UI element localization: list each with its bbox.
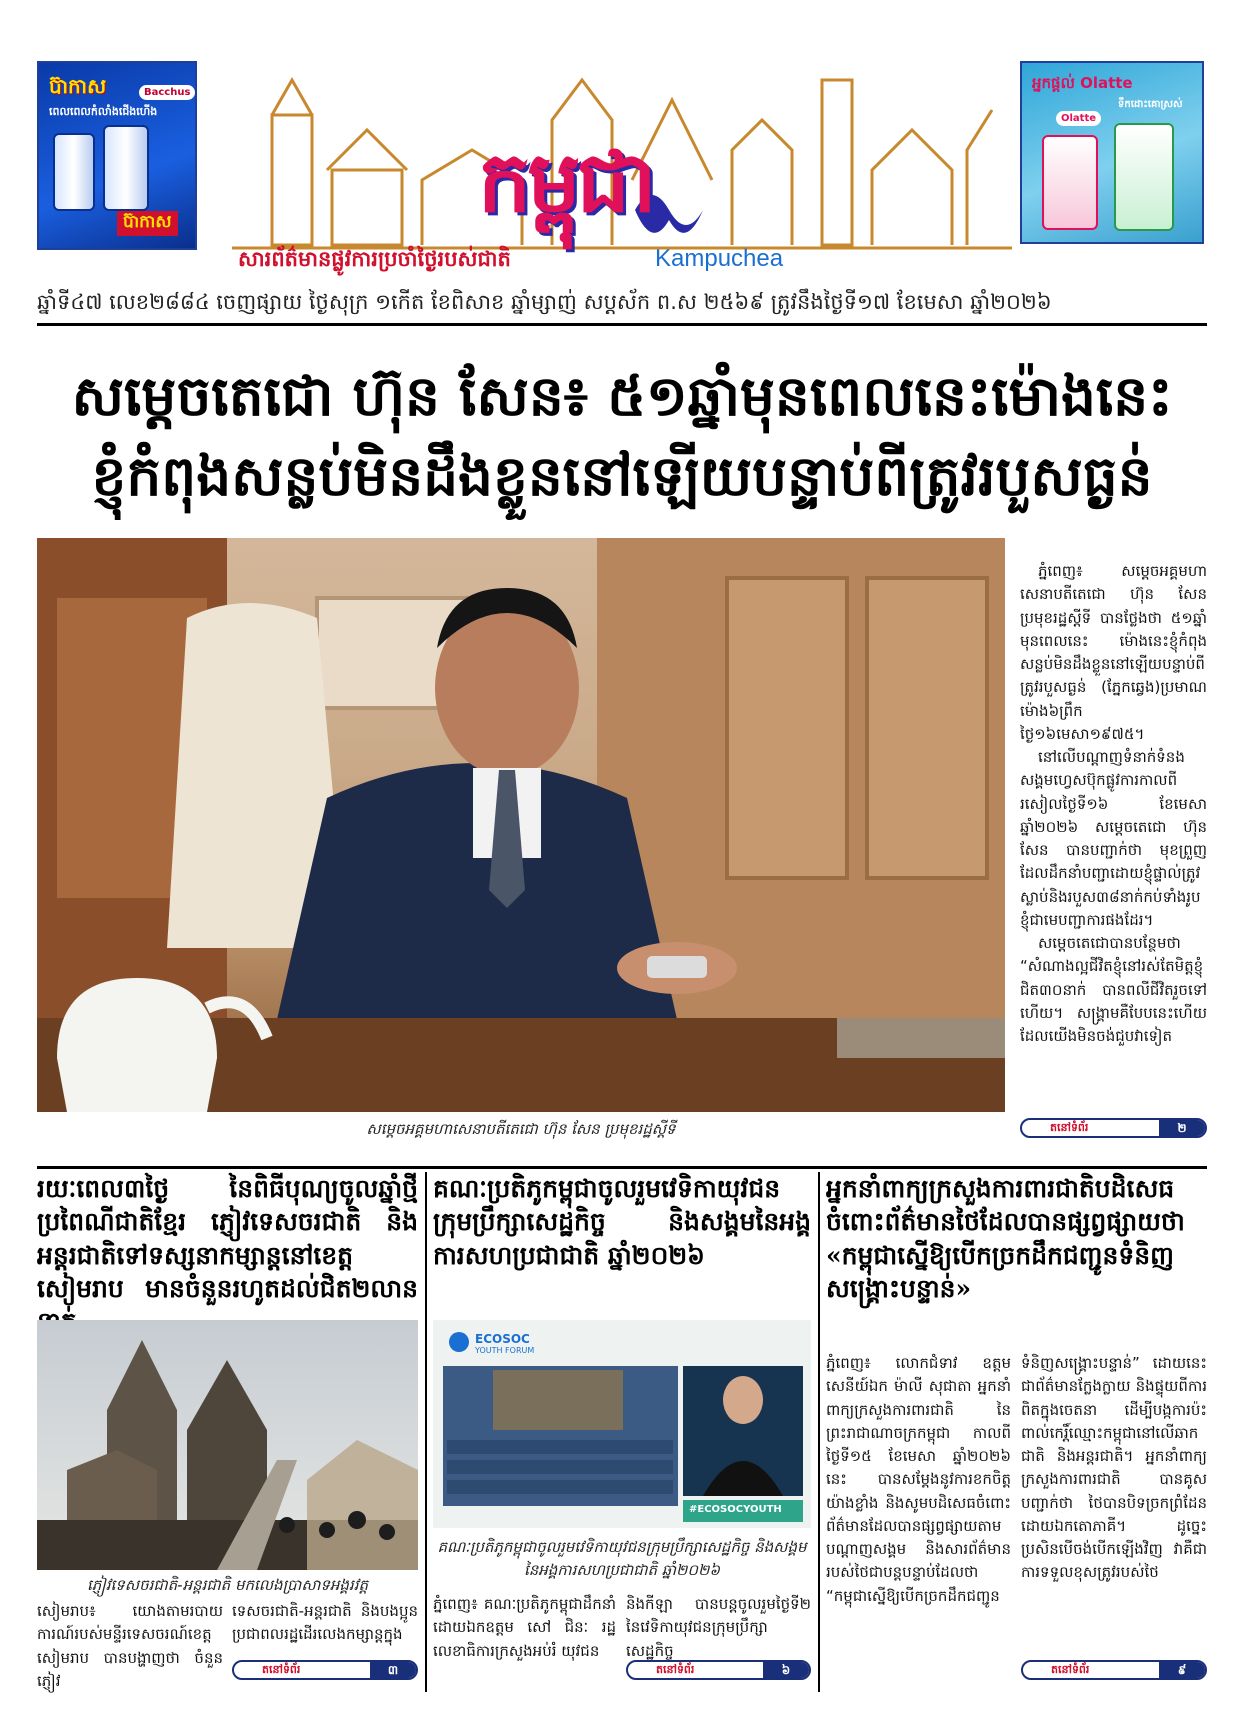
lead-headline-line2[interactable]: ខ្ញុំកំពុងសន្លប់មិនដឹងខ្លួននៅឡើយបន្ទាប់ពីត្រូវរបួសធ្ងន់: [91, 443, 1153, 508]
continue-label: តនៅទំព័រ: [1051, 1663, 1090, 1676]
bottle-graphic: [1114, 123, 1174, 231]
column-divider: [818, 1172, 820, 1692]
dateline: ឆ្នាំទី៤៧ លេខ២៨៨៤ ចេញផ្សាយ ថ្ងៃសុក្រ ១កើត ខែពិសាខ ឆ្នាំម្សាញ់ សប្តស័ក ព.ស ២៥៦៩ ត្រូវនឹងថ្ងៃទី១៧ ខែមេសា ឆ្នាំ២០២៦: [37, 290, 1052, 314]
story2-caption: គណៈប្រតិភូកម្ពុជាចូលរួមវេទិកាយុវជនក្រុមប្រឹក្សាសេដ្ឋកិច្ច និងសង្គម នៃអង្គការសហប្រជាជាតិ ឆ្នាំ២០២៦: [437, 1538, 807, 1579]
story2-headline[interactable]: គណៈប្រតិភូកម្ពុជាចូលរួមវេទិកាយុវជនក្រុមប្រឹក្សាសេដ្ឋកិច្ច និងសង្គមនៃអង្គការសហប្រជាជាតិ ឆ្នាំ២០២៦: [433, 1174, 811, 1270]
lead-paragraph: សម្តេចតេជោបានបន្ថែមថា “សំណាងល្អជីវិតខ្ញុំនៅរស់តែមិត្តខ្ញុំជិត៣០នាក់ បានពលីជីវិតរួចទៅហើយ។ សង្គ្រាមគឺបែបនេះហើយដែលយើងមិនចង់ជួបវាទៀត: [1020, 934, 1207, 1045]
story3-col2: ទំនិញសង្គ្រោះបន្ទាន់” ដោយនេះជាព័ត៌មានក្លែងក្លាយ និងផ្ទុយពីការពិតក្នុងចេតនា ដើម្បីបង្កការប៉ះពាល់កេរ្តិ៍ឈ្មោះកម្ពុជានៅលើឆាកជាតិ និងអន្តរជាតិ។ អ្នកនាំពាក្យក្រសួងការពារជាតិ បានគូសបញ្ជាក់ថា ថៃបានបិទច្រកព្រំដែនដោយឯកតោភាគី។ ដូច្នេះប្រសិនបើចង់បើកឡើងវិញ វាគឺជាការទទួលខុសត្រូវរបស់ថៃ: [1021, 1354, 1207, 1582]
ad-left-headline: ប៊ាកាស: [49, 74, 107, 98]
can-graphic: [103, 125, 149, 211]
story3-col1: ភ្នំពេញ៖ លោកជំទាវ ឧត្តមសេនីយ៍ឯក ម៉ាលី សុជាតា អ្នកនាំពាក្យក្រសួងការពារជាតិ នៃព្រះរាជាណាចក្រកម្ពុជា កាលពីថ្ងៃទី១៥ ខែមេសា ឆ្នាំ២០២៦ នេះ បានសម្តែងនូវការខកចិត្តយ៉ាងខ្លាំង និងសូមបដិសេធចំពោះព័ត៌មានដែលបានផ្សព្វផ្សាយតាមបណ្តាញសង្គម និងសារព័ត៌មានរបស់ថៃជាបន្តបន្ទាប់ដែលថា “កម្ពុជាស្នើឱ្យបើកច្រកដឹកជញ្ជូន: [826, 1354, 1011, 1605]
ad-left-footer: ប៊ាកាស: [117, 211, 178, 236]
continue-page: ៦: [763, 1662, 809, 1678]
brand-badge: Bacchus: [139, 85, 195, 100]
masthead-logo-latin: Kampuchea: [655, 245, 784, 272]
ad-bacchus[interactable]: [37, 61, 197, 250]
ad-olatte[interactable]: [1020, 61, 1204, 244]
ad-right-headline: អ្នកផ្តល់ Olatte: [1032, 74, 1133, 92]
lead-paragraph: នៅលើបណ្តាញទំនាក់ទំនងសង្គមហ្វេសប៊ុកផ្លូវការកាលពីរសៀលថ្ងៃទី១៦ ខែមេសា ឆ្នាំ២០២៦ សម្តេចតេជោ ហ៊ុន សែន បានបញ្ជាក់ថា មុខព្រួញដែលដឹកនាំបញ្ជាដោយខ្ញុំផ្ទាល់ត្រូវស្លាប់និងរបួស៣៨នាក់កប់ទាំងរូបខ្ញុំជាមេបញ្ជាការផងដែរ។: [1020, 748, 1207, 929]
continue-page: ៣: [370, 1662, 416, 1678]
story1-photo[interactable]: [37, 1320, 418, 1570]
lead-photo[interactable]: [37, 538, 1005, 1112]
masthead-tagline: សារព័ត៌មានផ្លូវការប្រចាំថ្ងៃរបស់ជាតិ: [238, 247, 511, 271]
ad-left-tagline: ពេលពេលកំលាំងជើងហើង: [49, 105, 158, 118]
screen-subtitle: YOUTH FORUM: [475, 1346, 535, 1355]
story3-headline[interactable]: អ្នកនាំពាក្យក្រសួងការពារជាតិបដិសេធចំពោះព័ត៌មានថៃដែលបានផ្សព្វផ្សាយថា «កម្ពុជាស្នើឱ្យបើកច្រកដឹកជញ្ជូនទំនិញសង្គ្រោះបន្ទាន់»: [826, 1174, 1185, 1303]
ad-right-tagline: ទឹកដោះគោស្រស់: [1118, 99, 1183, 110]
screen-title: ECOSOC: [475, 1332, 530, 1346]
column-divider: [425, 1172, 427, 1692]
continue-page: ៩: [1159, 1662, 1205, 1678]
lead-photo-illustration: [37, 538, 1005, 1112]
masthead-logo-khmer: កម្ពុជា: [478, 132, 653, 231]
story1-headline[interactable]: រយៈពេល៣ថ្ងៃ នៃពិធីបុណ្យចូលឆ្នាំថ្មីប្រពៃណីជាតិខ្មែរ ភ្ញៀវទេសចរជាតិ និងអន្តរជាតិទៅទស្សនាកម្សាន្តនៅខេត្តសៀមរាប មានចំនួនរហូតដល់ជិត២លាន: [37, 1174, 418, 1303]
story2-continue-link[interactable]: [626, 1660, 811, 1680]
divider: [37, 1166, 1207, 1169]
story3-continue-link[interactable]: [1021, 1660, 1207, 1680]
lead-photo-caption: សម្តេចអគ្គមហាសេនាបតីតេជោ ហ៊ុន សែន ប្រមុខរដ្ឋស្តីទី: [366, 1120, 676, 1138]
lead-body: [1020, 560, 1207, 1115]
continue-label: តនៅទំព័រ: [1050, 1121, 1089, 1134]
lead-paragraph: ភ្នំពេញ៖ សម្តេចអគ្គមហាសេនាបតីតេជោ ហ៊ុន សែន ប្រមុខរដ្ឋស្តីទី បានថ្លែងថា ៥១ឆ្នាំមុនពេលនេះ ម៉ោងនេះខ្ញុំកំពុងសន្លប់មិនដឹងខ្លួននៅឡើយបន្ទាប់ពីត្រូវរបួសធ្ងន់ (ភ្នែកឆ្វេង)ប្រមាណម៉ោង៦ព្រឹកថ្ងៃ១៦មេសា១៩៧៥។: [1020, 562, 1207, 743]
angkor-illustration: [37, 1320, 418, 1570]
story2-col1: ភ្នំពេញ៖ គណៈប្រតិភូកម្ពុជាដឹកនាំដោយឯកឧត្តម សៅ ជិនៈ រដ្ឋលេខាធិការក្រសួងអប់រំ យុវជន: [433, 1595, 616, 1660]
bottle-graphic: [1042, 135, 1098, 230]
story1-continue-link[interactable]: [232, 1660, 418, 1680]
story2-col2: និងកីឡា បានបន្តចូលរួមថ្ងៃទី២ នៃវេទិកាយុវជនក្រុមប្រឹក្សាសេដ្ឋកិច្ច: [626, 1595, 811, 1660]
can-graphic: [53, 133, 95, 211]
continue-label: តនៅទំព័រ: [656, 1663, 695, 1676]
continue-page: ២: [1159, 1120, 1205, 1136]
lead-headline-line1[interactable]: សម្តេចតេជោ ហ៊ុន សែន៖ ៥១ឆ្នាំមុនពេលនេះម៉ោងនេះ: [71, 363, 1173, 428]
story1-col2: ទេសចរជាតិ-អន្តរជាតិ និងបងប្អូនប្រជាពលរដ្ឋដើរលេងកម្សាន្តក្នុង: [232, 1602, 418, 1644]
screen-hashtag: #ECOSOCYOUTH: [689, 1504, 782, 1515]
story2-photo[interactable]: [433, 1320, 811, 1528]
story1-col1: សៀមរាប៖ យោងតាមរបាយការណ៍របស់មន្ទីរទេសចរណ៍ខេត្តសៀមរាប បានបង្ហាញថា ចំនួនភ្ញៀវ: [37, 1602, 223, 1690]
continue-label: តនៅទំព័រ: [262, 1663, 301, 1676]
lead-continue-link[interactable]: [1020, 1118, 1207, 1138]
divider: [37, 323, 1207, 326]
story1-caption: ភ្ញៀវទេសចរជាតិ-អន្តរជាតិ មកលេងប្រាសាទអង្គរវត្ត: [87, 1576, 368, 1594]
brand-badge: Olatte: [1056, 111, 1101, 126]
